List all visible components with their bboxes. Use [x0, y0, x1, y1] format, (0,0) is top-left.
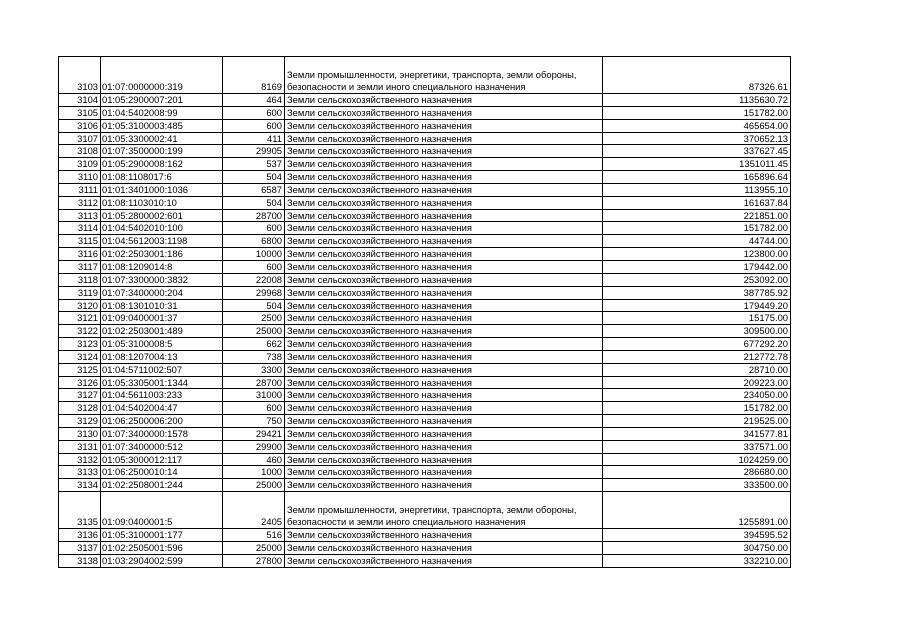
row-number: 3125	[59, 363, 101, 376]
land-category: Земли сельскохозяйственного назначения	[285, 542, 603, 555]
land-category: Земли сельскохозяйственного назначения	[285, 145, 603, 158]
table-row	[59, 466, 791, 479]
table-row	[59, 338, 791, 351]
cadastral-number: 01:07:0000000:319	[101, 57, 223, 94]
row-number: 3110	[59, 171, 101, 184]
land-category: Земли сельскохозяйственного назначения	[285, 119, 603, 132]
land-category: Земли сельскохозяйственного назначения	[285, 554, 603, 567]
plot-area: 25000	[223, 542, 285, 555]
table-row	[59, 222, 791, 235]
row-number: 3122	[59, 325, 101, 338]
row-number: 3116	[59, 248, 101, 261]
row-number: 3108	[59, 145, 101, 158]
land-category	[285, 57, 603, 94]
table-row	[59, 260, 791, 273]
cadastral-number: 01:08:1108017:6	[101, 171, 223, 184]
land-category: Земли сельскохозяйственного назначения	[285, 402, 603, 415]
table-row	[59, 183, 791, 196]
table-row	[59, 350, 791, 363]
land-category: Земли сельскохозяйственного назначения	[285, 299, 603, 312]
table-row	[59, 209, 791, 222]
plot-area: 750	[223, 415, 285, 428]
table-row	[59, 479, 791, 492]
cadastral-number: 01:07:3400000:512	[101, 440, 223, 453]
table-row	[59, 529, 791, 542]
cadastral-number: 01:04:5402008:99	[101, 106, 223, 119]
cadastral-number: 01:02:2503001:186	[101, 248, 223, 261]
plot-area: 25000	[223, 325, 285, 338]
plot-area: 6587	[223, 183, 285, 196]
cadastral-number: 01:05:2900008:162	[101, 158, 223, 171]
cadastral-number: 01:09:0400001:37	[101, 312, 223, 325]
table-row	[59, 171, 791, 184]
cadastral-value: 332210.00	[603, 554, 791, 567]
land-category: Земли сельскохозяйственного назначения	[285, 235, 603, 248]
row-number: 3138	[59, 554, 101, 567]
table-row	[59, 158, 791, 171]
table-row	[59, 389, 791, 402]
row-number: 3128	[59, 402, 101, 415]
row-number: 3114	[59, 222, 101, 235]
table-row	[59, 57, 791, 94]
cadastral-number: 01:05:3305001:1344	[101, 376, 223, 389]
table-row	[59, 299, 791, 312]
plot-area: 27800	[223, 554, 285, 567]
land-category	[285, 492, 603, 529]
row-number: 3105	[59, 106, 101, 119]
land-category: Земли сельскохозяйственного назначения	[285, 389, 603, 402]
table-body	[59, 57, 791, 568]
land-category-text: Земли промышленности, энергетики, транспорта, земли обороны, безопасности и земли иного специального назначения	[287, 504, 577, 528]
cadastral-value: 15175.00	[603, 312, 791, 325]
table-row	[59, 542, 791, 555]
cadastral-number: 01:09:0400001:5	[101, 492, 223, 529]
cadastral-number: 01:04:5402010:100	[101, 222, 223, 235]
cadastral-number: 01:05:2800002:601	[101, 209, 223, 222]
table-row	[59, 363, 791, 376]
land-category: Земли сельскохозяйственного назначения	[285, 325, 603, 338]
table-row	[59, 453, 791, 466]
plot-area: 31000	[223, 389, 285, 402]
cadastral-value: 394595.52	[603, 529, 791, 542]
cadastral-value: 253092.00	[603, 273, 791, 286]
cadastral-value: 44744.00	[603, 235, 791, 248]
cadastral-value: 370652.13	[603, 132, 791, 145]
cadastral-number: 01:07:3500000:199	[101, 145, 223, 158]
row-number: 3133	[59, 466, 101, 479]
row-number: 3107	[59, 132, 101, 145]
land-category: Земли сельскохозяйственного назначения	[285, 106, 603, 119]
land-category: Земли сельскохозяйственного назначения	[285, 415, 603, 428]
cadastral-number: 01:02:2505001:596	[101, 542, 223, 555]
plot-area: 600	[223, 402, 285, 415]
cadastral-number: 01:06:2500006:200	[101, 415, 223, 428]
cadastral-number: 01:05:3100003:485	[101, 119, 223, 132]
row-number: 3123	[59, 338, 101, 351]
table-row	[59, 427, 791, 440]
cadastral-value: 151782.00	[603, 222, 791, 235]
cadastral-value: 209223.00	[603, 376, 791, 389]
land-category: Земли сельскохозяйственного назначения	[285, 427, 603, 440]
cadastral-value: 219525.00	[603, 415, 791, 428]
cadastral-number: 01:04:5612003:1198	[101, 235, 223, 248]
table-row	[59, 440, 791, 453]
table-row	[59, 376, 791, 389]
land-category: Земли сельскохозяйственного назначения	[285, 260, 603, 273]
cadastral-value: 234050.00	[603, 389, 791, 402]
cadastral-value: 1135630.72	[603, 94, 791, 107]
plot-area: 2500	[223, 312, 285, 325]
plot-area: 600	[223, 119, 285, 132]
cadastral-number: 01:05:2900007:201	[101, 94, 223, 107]
plot-area: 460	[223, 453, 285, 466]
cadastral-value: 465654.00	[603, 119, 791, 132]
table-row	[59, 554, 791, 567]
land-category: Земли сельскохозяйственного назначения	[285, 440, 603, 453]
cadastral-value: 113955.10	[603, 183, 791, 196]
land-category: Земли сельскохозяйственного назначения	[285, 529, 603, 542]
cadastral-number: 01:07:3300000:3832	[101, 273, 223, 286]
cadastral-value: 212772.78	[603, 350, 791, 363]
plot-area: 29968	[223, 286, 285, 299]
spreadsheet-page	[58, 56, 791, 568]
plot-area: 28700	[223, 209, 285, 222]
land-category: Земли сельскохозяйственного назначения	[285, 312, 603, 325]
land-plots-table	[58, 56, 791, 568]
plot-area: 29421	[223, 427, 285, 440]
cadastral-value: 28710.00	[603, 363, 791, 376]
plot-area: 662	[223, 338, 285, 351]
land-category: Земли сельскохозяйственного назначения	[285, 466, 603, 479]
table-row	[59, 235, 791, 248]
row-number: 3135	[59, 492, 101, 529]
plot-area: 738	[223, 350, 285, 363]
table-row	[59, 94, 791, 107]
row-number: 3130	[59, 427, 101, 440]
table-row	[59, 106, 791, 119]
cadastral-value: 87326.61	[603, 57, 791, 94]
land-category: Земли сельскохозяйственного назначения	[285, 273, 603, 286]
cadastral-number: 01:08:1207004:13	[101, 350, 223, 363]
plot-area: 29900	[223, 440, 285, 453]
cadastral-value: 1351011.45	[603, 158, 791, 171]
cadastral-value: 677292.20	[603, 338, 791, 351]
plot-area: 6800	[223, 235, 285, 248]
plot-area: 8169	[223, 57, 285, 94]
row-number: 3106	[59, 119, 101, 132]
cadastral-number: 01:03:2904002:599	[101, 554, 223, 567]
plot-area: 22008	[223, 273, 285, 286]
row-number: 3112	[59, 196, 101, 209]
row-number: 3132	[59, 453, 101, 466]
cadastral-value: 304750.00	[603, 542, 791, 555]
cadastral-number: 01:08:1301010:31	[101, 299, 223, 312]
plot-area: 504	[223, 299, 285, 312]
plot-area: 3300	[223, 363, 285, 376]
cadastral-value: 179442.00	[603, 260, 791, 273]
plot-area: 600	[223, 260, 285, 273]
land-category: Земли сельскохозяйственного назначения	[285, 286, 603, 299]
table-row	[59, 312, 791, 325]
land-category: Земли сельскохозяйственного назначения	[285, 350, 603, 363]
cadastral-value: 179449.20	[603, 299, 791, 312]
row-number: 3131	[59, 440, 101, 453]
land-category: Земли сельскохозяйственного назначения	[285, 338, 603, 351]
plot-area: 28700	[223, 376, 285, 389]
cadastral-number: 01:07:3400000:1578	[101, 427, 223, 440]
table-row	[59, 132, 791, 145]
row-number: 3115	[59, 235, 101, 248]
cadastral-value: 337571.00	[603, 440, 791, 453]
row-number: 3129	[59, 415, 101, 428]
table-row	[59, 286, 791, 299]
table-row	[59, 492, 791, 529]
cadastral-number: 01:01:3401000:1036	[101, 183, 223, 196]
table-row	[59, 415, 791, 428]
row-number: 3113	[59, 209, 101, 222]
row-number: 3119	[59, 286, 101, 299]
table-row	[59, 273, 791, 286]
cadastral-number: 01:04:5711002:507	[101, 363, 223, 376]
row-number: 3104	[59, 94, 101, 107]
plot-area: 25000	[223, 479, 285, 492]
cadastral-value: 1024259.00	[603, 453, 791, 466]
table-row	[59, 196, 791, 209]
plot-area: 600	[223, 222, 285, 235]
cadastral-value: 286680.00	[603, 466, 791, 479]
land-category: Земли сельскохозяйственного назначения	[285, 132, 603, 145]
cadastral-number: 01:06:2500010:14	[101, 466, 223, 479]
land-category: Земли сельскохозяйственного назначения	[285, 94, 603, 107]
plot-area: 504	[223, 196, 285, 209]
plot-area: 504	[223, 171, 285, 184]
row-number: 3103	[59, 57, 101, 94]
land-category: Земли сельскохозяйственного назначения	[285, 171, 603, 184]
row-number: 3121	[59, 312, 101, 325]
cadastral-number: 01:05:3300002:41	[101, 132, 223, 145]
row-number: 3126	[59, 376, 101, 389]
table-row	[59, 145, 791, 158]
land-category: Земли сельскохозяйственного назначения	[285, 248, 603, 261]
land-category: Земли сельскохозяйственного назначения	[285, 183, 603, 196]
cadastral-value: 151782.00	[603, 402, 791, 415]
cadastral-value: 309500.00	[603, 325, 791, 338]
cadastral-number: 01:08:1209014:8	[101, 260, 223, 273]
table-row	[59, 119, 791, 132]
row-number: 3137	[59, 542, 101, 555]
cadastral-value: 333500.00	[603, 479, 791, 492]
land-category: Земли сельскохозяйственного назначения	[285, 158, 603, 171]
cadastral-number: 01:07:3400000:204	[101, 286, 223, 299]
plot-area: 537	[223, 158, 285, 171]
cadastral-number: 01:05:3100001:177	[101, 529, 223, 542]
land-category: Земли сельскохозяйственного назначения	[285, 222, 603, 235]
cadastral-value: 221851.00	[603, 209, 791, 222]
cadastral-value: 387785.92	[603, 286, 791, 299]
land-category: Земли сельскохозяйственного назначения	[285, 479, 603, 492]
row-number: 3120	[59, 299, 101, 312]
table-row	[59, 248, 791, 261]
row-number: 3109	[59, 158, 101, 171]
plot-area: 600	[223, 106, 285, 119]
plot-area: 29905	[223, 145, 285, 158]
plot-area: 1000	[223, 466, 285, 479]
cadastral-value: 165896.64	[603, 171, 791, 184]
row-number: 3124	[59, 350, 101, 363]
cadastral-number: 01:05:3100008:5	[101, 338, 223, 351]
plot-area: 516	[223, 529, 285, 542]
land-category: Земли сельскохозяйственного назначения	[285, 453, 603, 466]
plot-area: 464	[223, 94, 285, 107]
plot-area: 411	[223, 132, 285, 145]
cadastral-value: 341577.81	[603, 427, 791, 440]
row-number: 3134	[59, 479, 101, 492]
land-category: Земли сельскохозяйственного назначения	[285, 209, 603, 222]
table-row	[59, 402, 791, 415]
cadastral-value: 123800.00	[603, 248, 791, 261]
cadastral-number: 01:02:2503001:489	[101, 325, 223, 338]
table-row	[59, 325, 791, 338]
row-number: 3111	[59, 183, 101, 196]
row-number: 3118	[59, 273, 101, 286]
plot-area: 2405	[223, 492, 285, 529]
land-category: Земли сельскохозяйственного назначения	[285, 376, 603, 389]
row-number: 3117	[59, 260, 101, 273]
cadastral-number: 01:08:1103010:10	[101, 196, 223, 209]
cadastral-value: 337627.45	[603, 145, 791, 158]
cadastral-number: 01:04:5402004:47	[101, 402, 223, 415]
cadastral-number: 01:04:5611003:233	[101, 389, 223, 402]
cadastral-number: 01:02:2508001:244	[101, 479, 223, 492]
row-number: 3136	[59, 529, 101, 542]
cadastral-value: 1255891.00	[603, 492, 791, 529]
land-category: Земли сельскохозяйственного назначения	[285, 196, 603, 209]
cadastral-value: 151782.00	[603, 106, 791, 119]
cadastral-number: 01:05:3000012:117	[101, 453, 223, 466]
row-number: 3127	[59, 389, 101, 402]
land-category-text: Земли промышленности, энергетики, транспорта, земли обороны, безопасности и земли иного специального назначения	[287, 69, 577, 93]
plot-area: 10000	[223, 248, 285, 261]
cadastral-value: 161637.84	[603, 196, 791, 209]
land-category: Земли сельскохозяйственного назначения	[285, 363, 603, 376]
